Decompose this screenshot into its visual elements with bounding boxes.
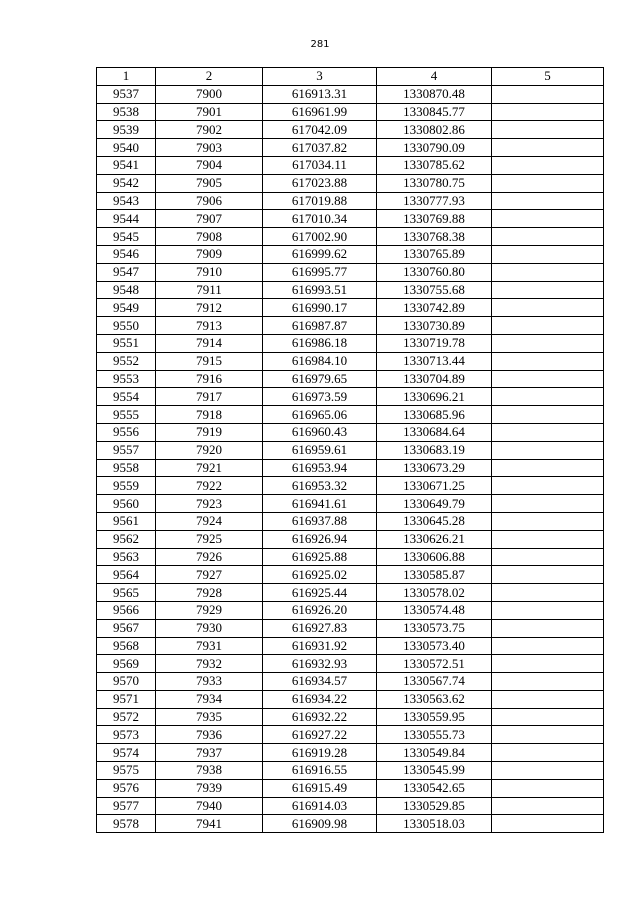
table-cell	[492, 406, 604, 424]
table-cell	[492, 228, 604, 246]
table-cell: 7917	[156, 388, 263, 406]
table-cell: 9553	[97, 370, 156, 388]
table-cell: 9576	[97, 779, 156, 797]
table-row	[97, 762, 604, 780]
table-cell: 616932.22	[263, 708, 377, 726]
table-cell: 9572	[97, 708, 156, 726]
table-cell: 1330671.25	[377, 477, 492, 495]
table-cell: 616927.83	[263, 619, 377, 637]
table-row	[97, 637, 604, 655]
table-cell	[492, 174, 604, 192]
table-cell	[492, 619, 604, 637]
table-cell: 616984.10	[263, 352, 377, 370]
table-cell: 9540	[97, 139, 156, 157]
table-cell	[492, 797, 604, 815]
table-cell: 9568	[97, 637, 156, 655]
table-cell: 9542	[97, 174, 156, 192]
table-cell: 7909	[156, 245, 263, 263]
table-cell	[492, 477, 604, 495]
table-body	[97, 85, 604, 832]
table-row	[97, 619, 604, 637]
table-cell: 7912	[156, 299, 263, 317]
table-cell	[492, 299, 604, 317]
table-row	[97, 726, 604, 744]
table-cell: 1330713.44	[377, 352, 492, 370]
column-header: 3	[263, 68, 377, 86]
table-cell: 1330704.89	[377, 370, 492, 388]
table-row	[97, 477, 604, 495]
table-cell	[492, 655, 604, 673]
table-cell: 1330574.48	[377, 601, 492, 619]
table-cell: 1330563.62	[377, 690, 492, 708]
table-cell: 1330529.85	[377, 797, 492, 815]
table-cell	[492, 637, 604, 655]
table-cell: 9557	[97, 441, 156, 459]
table-row	[97, 121, 604, 139]
table-cell: 1330790.09	[377, 139, 492, 157]
table-cell: 9564	[97, 566, 156, 584]
table-cell: 7902	[156, 121, 263, 139]
table-cell: 9549	[97, 299, 156, 317]
table-cell: 7906	[156, 192, 263, 210]
table-cell: 9555	[97, 406, 156, 424]
table-row	[97, 85, 604, 103]
table-cell: 616993.51	[263, 281, 377, 299]
table-cell: 616999.62	[263, 245, 377, 263]
table-cell: 616990.17	[263, 299, 377, 317]
table-cell: 1330777.93	[377, 192, 492, 210]
table-cell: 9560	[97, 495, 156, 513]
table-cell: 7938	[156, 762, 263, 780]
table-cell: 7934	[156, 690, 263, 708]
table-cell: 1330780.75	[377, 174, 492, 192]
table-cell: 617037.82	[263, 139, 377, 157]
table-cell: 1330559.95	[377, 708, 492, 726]
table-cell: 9577	[97, 797, 156, 815]
table-cell	[492, 192, 604, 210]
table-cell: 9547	[97, 263, 156, 281]
table-cell: 1330645.28	[377, 512, 492, 530]
table-cell: 617002.90	[263, 228, 377, 246]
table-cell: 616926.94	[263, 530, 377, 548]
table-cell	[492, 779, 604, 797]
table-cell: 7940	[156, 797, 263, 815]
table-cell: 9538	[97, 103, 156, 121]
column-header: 2	[156, 68, 263, 86]
table-cell	[492, 673, 604, 691]
table-cell: 9550	[97, 317, 156, 335]
table-cell: 9565	[97, 584, 156, 602]
table-cell: 1330555.73	[377, 726, 492, 744]
table-cell	[492, 744, 604, 762]
table-cell	[492, 245, 604, 263]
table-row	[97, 779, 604, 797]
table-cell: 616914.03	[263, 797, 377, 815]
table-cell	[492, 388, 604, 406]
table-row	[97, 584, 604, 602]
table-cell	[492, 726, 604, 744]
table-row	[97, 441, 604, 459]
table-cell: 7941	[156, 815, 263, 833]
table-cell: 7929	[156, 601, 263, 619]
table-cell: 1330549.84	[377, 744, 492, 762]
table-cell	[492, 352, 604, 370]
table-cell: 1330567.74	[377, 673, 492, 691]
table-cell: 7936	[156, 726, 263, 744]
table-cell: 9537	[97, 85, 156, 103]
table-cell: 1330755.68	[377, 281, 492, 299]
table-cell: 1330765.89	[377, 245, 492, 263]
table-cell: 617034.11	[263, 156, 377, 174]
table-cell: 9561	[97, 512, 156, 530]
table-cell	[492, 601, 604, 619]
table-cell	[492, 370, 604, 388]
table-cell: 616925.44	[263, 584, 377, 602]
table-cell: 9551	[97, 334, 156, 352]
table-cell: 7910	[156, 263, 263, 281]
table-cell: 616953.32	[263, 477, 377, 495]
table-row	[97, 228, 604, 246]
table-cell: 7908	[156, 228, 263, 246]
table-cell: 9546	[97, 245, 156, 263]
table-cell: 616953.94	[263, 459, 377, 477]
table-cell: 9574	[97, 744, 156, 762]
table-row	[97, 156, 604, 174]
table-cell: 7900	[156, 85, 263, 103]
table-row	[97, 174, 604, 192]
table-cell: 7937	[156, 744, 263, 762]
table-cell: 1330742.89	[377, 299, 492, 317]
table-row	[97, 406, 604, 424]
table-row	[97, 334, 604, 352]
table-cell	[492, 317, 604, 335]
table-cell: 9556	[97, 423, 156, 441]
table-cell: 1330673.29	[377, 459, 492, 477]
table-row	[97, 673, 604, 691]
table-cell: 9569	[97, 655, 156, 673]
table-cell: 1330769.88	[377, 210, 492, 228]
table-row	[97, 210, 604, 228]
table-cell: 9573	[97, 726, 156, 744]
table-cell	[492, 584, 604, 602]
table-row	[97, 423, 604, 441]
table-cell: 7926	[156, 548, 263, 566]
table-cell: 7905	[156, 174, 263, 192]
table-cell: 1330573.75	[377, 619, 492, 637]
table-cell: 616965.06	[263, 406, 377, 424]
table-cell: 7935	[156, 708, 263, 726]
table-cell: 9578	[97, 815, 156, 833]
table-row	[97, 459, 604, 477]
table-cell: 9554	[97, 388, 156, 406]
table-cell: 616961.99	[263, 103, 377, 121]
table-cell: 7915	[156, 352, 263, 370]
table-row	[97, 708, 604, 726]
table-cell: 616932.93	[263, 655, 377, 673]
table-cell: 616937.88	[263, 512, 377, 530]
table-cell: 7904	[156, 156, 263, 174]
table-row	[97, 192, 604, 210]
table-cell	[492, 459, 604, 477]
table-cell: 9559	[97, 477, 156, 495]
table-cell: 7931	[156, 637, 263, 655]
table-cell: 1330585.87	[377, 566, 492, 584]
table-cell: 7923	[156, 495, 263, 513]
table-cell: 7921	[156, 459, 263, 477]
table-cell: 9558	[97, 459, 156, 477]
table-cell: 9548	[97, 281, 156, 299]
table-cell	[492, 566, 604, 584]
table-cell	[492, 423, 604, 441]
table-row	[97, 512, 604, 530]
table-row	[97, 352, 604, 370]
table-cell: 1330572.51	[377, 655, 492, 673]
table-cell: 9544	[97, 210, 156, 228]
table-cell: 617019.88	[263, 192, 377, 210]
table-row	[97, 690, 604, 708]
table-cell: 1330578.02	[377, 584, 492, 602]
table-cell: 9539	[97, 121, 156, 139]
table-row	[97, 797, 604, 815]
column-header: 4	[377, 68, 492, 86]
table-cell: 616995.77	[263, 263, 377, 281]
table-cell: 616926.20	[263, 601, 377, 619]
table-cell: 1330545.99	[377, 762, 492, 780]
table-cell: 616934.22	[263, 690, 377, 708]
table-cell: 9552	[97, 352, 156, 370]
table-cell: 617023.88	[263, 174, 377, 192]
table-cell: 9567	[97, 619, 156, 637]
table-cell: 616919.28	[263, 744, 377, 762]
table-cell: 7928	[156, 584, 263, 602]
table-cell	[492, 139, 604, 157]
table-cell: 616909.98	[263, 815, 377, 833]
table-cell: 616916.55	[263, 762, 377, 780]
table-cell	[492, 156, 604, 174]
table-cell: 9562	[97, 530, 156, 548]
table-row	[97, 103, 604, 121]
table-cell: 1330685.96	[377, 406, 492, 424]
table-row	[97, 566, 604, 584]
table-row	[97, 530, 604, 548]
table-cell: 1330730.89	[377, 317, 492, 335]
table-cell: 9541	[97, 156, 156, 174]
table-cell: 1330683.19	[377, 441, 492, 459]
table-cell: 1330649.79	[377, 495, 492, 513]
table-cell: 1330542.65	[377, 779, 492, 797]
table-cell	[492, 334, 604, 352]
table-cell: 7930	[156, 619, 263, 637]
table-cell	[492, 263, 604, 281]
table-row	[97, 245, 604, 263]
table-row	[97, 601, 604, 619]
table-row	[97, 495, 604, 513]
table-cell	[492, 690, 604, 708]
table-row	[97, 370, 604, 388]
table-cell: 1330845.77	[377, 103, 492, 121]
table-cell	[492, 103, 604, 121]
table-cell: 9570	[97, 673, 156, 691]
table-cell	[492, 210, 604, 228]
column-header: 1	[97, 68, 156, 86]
table-row	[97, 299, 604, 317]
table-cell	[492, 512, 604, 530]
table-cell: 1330760.80	[377, 263, 492, 281]
table-row	[97, 263, 604, 281]
table-cell: 616986.18	[263, 334, 377, 352]
table-row	[97, 317, 604, 335]
table-cell	[492, 815, 604, 833]
table-cell: 9545	[97, 228, 156, 246]
table-cell: 7922	[156, 477, 263, 495]
coordinates-table	[96, 67, 604, 833]
table-cell: 7911	[156, 281, 263, 299]
table-cell: 616925.88	[263, 548, 377, 566]
table-cell: 1330626.21	[377, 530, 492, 548]
table-header-row	[97, 68, 604, 86]
table-cell	[492, 530, 604, 548]
table-cell: 1330696.21	[377, 388, 492, 406]
table-cell: 7927	[156, 566, 263, 584]
table-cell: 616979.65	[263, 370, 377, 388]
table-cell: 1330719.78	[377, 334, 492, 352]
table-row	[97, 815, 604, 833]
table-row	[97, 548, 604, 566]
table-cell: 7920	[156, 441, 263, 459]
table-cell: 616987.87	[263, 317, 377, 335]
table-cell: 616960.43	[263, 423, 377, 441]
table-cell	[492, 281, 604, 299]
table-cell: 1330802.86	[377, 121, 492, 139]
table-row	[97, 655, 604, 673]
table-cell: 7919	[156, 423, 263, 441]
table-row	[97, 139, 604, 157]
table-cell: 7924	[156, 512, 263, 530]
table-cell: 1330606.88	[377, 548, 492, 566]
table-cell	[492, 708, 604, 726]
table-cell: 616959.61	[263, 441, 377, 459]
table-cell: 9563	[97, 548, 156, 566]
table-cell: 9571	[97, 690, 156, 708]
table-cell: 9575	[97, 762, 156, 780]
table-cell: 7933	[156, 673, 263, 691]
column-header: 5	[492, 68, 604, 86]
table-cell: 616934.57	[263, 673, 377, 691]
table-cell: 1330573.40	[377, 637, 492, 655]
table-row	[97, 388, 604, 406]
table-cell: 7907	[156, 210, 263, 228]
table-cell: 617042.09	[263, 121, 377, 139]
table-cell: 7918	[156, 406, 263, 424]
table-cell: 7901	[156, 103, 263, 121]
table-row	[97, 744, 604, 762]
table-cell: 1330684.64	[377, 423, 492, 441]
table-cell: 1330785.62	[377, 156, 492, 174]
table-cell: 7916	[156, 370, 263, 388]
table-cell: 7932	[156, 655, 263, 673]
table-cell: 1330870.48	[377, 85, 492, 103]
table-cell: 9566	[97, 601, 156, 619]
table-row	[97, 281, 604, 299]
table-cell: 616973.59	[263, 388, 377, 406]
table-cell	[492, 495, 604, 513]
table-cell: 616915.49	[263, 779, 377, 797]
table-cell: 7913	[156, 317, 263, 335]
table-cell: 616927.22	[263, 726, 377, 744]
table-cell: 616913.31	[263, 85, 377, 103]
table-cell: 9543	[97, 192, 156, 210]
table-cell: 7903	[156, 139, 263, 157]
table-cell	[492, 121, 604, 139]
table-cell: 1330518.03	[377, 815, 492, 833]
table-cell: 7914	[156, 334, 263, 352]
table-cell: 617010.34	[263, 210, 377, 228]
table-cell: 7925	[156, 530, 263, 548]
page-number: 281	[310, 39, 330, 50]
table-cell	[492, 548, 604, 566]
table-cell	[492, 441, 604, 459]
table-cell	[492, 762, 604, 780]
table-cell	[492, 85, 604, 103]
table-cell: 616925.02	[263, 566, 377, 584]
table-cell: 616941.61	[263, 495, 377, 513]
table-cell: 616931.92	[263, 637, 377, 655]
table-cell: 7939	[156, 779, 263, 797]
table-cell: 1330768.38	[377, 228, 492, 246]
